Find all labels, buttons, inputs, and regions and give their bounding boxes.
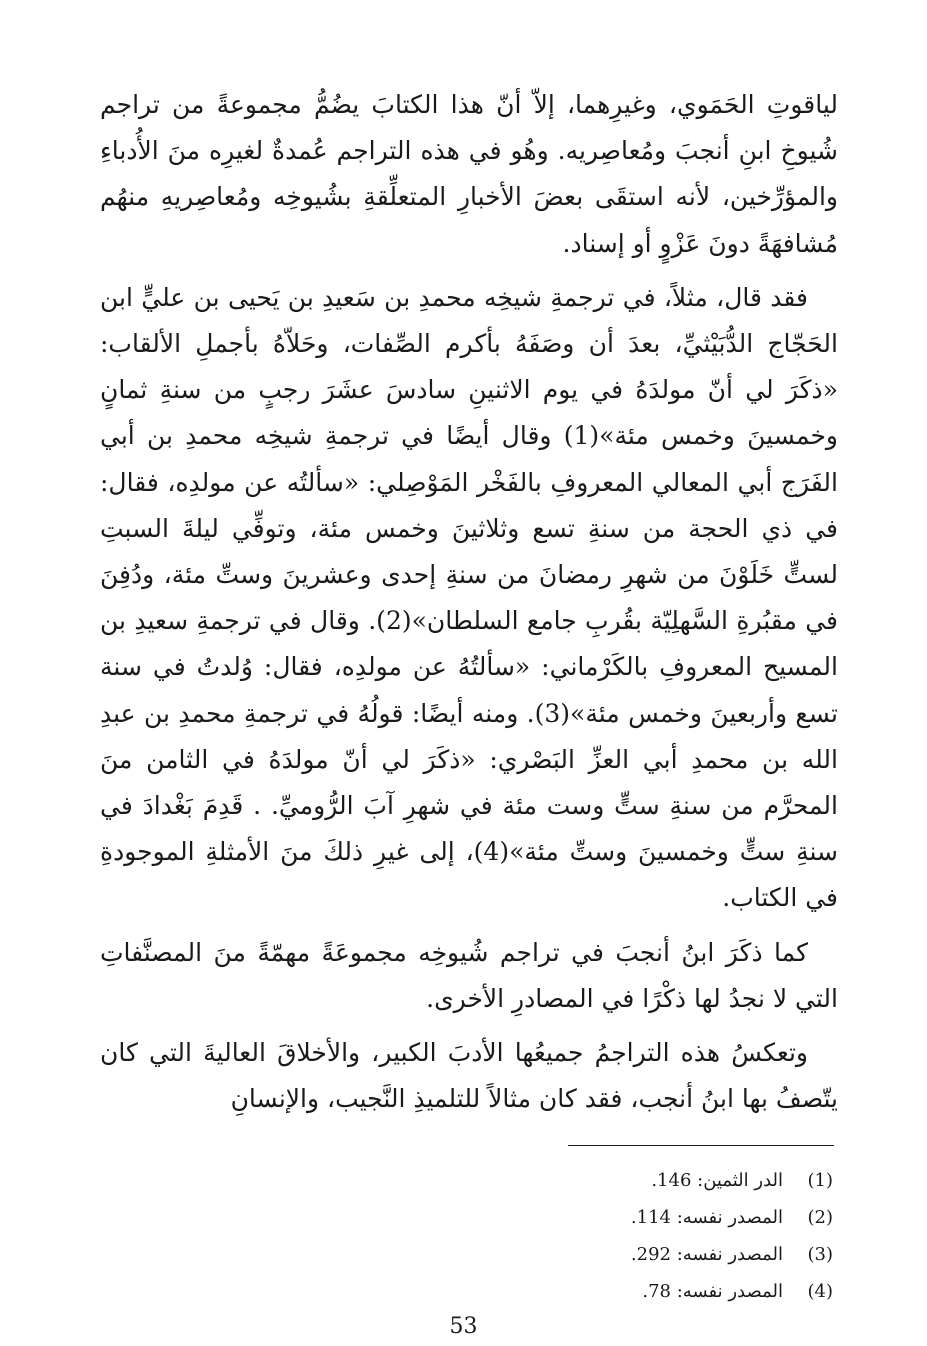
- footnote-separator: [568, 1145, 834, 1146]
- footnote-number: (1): [807, 1170, 833, 1191]
- footnote-text: الدر الثمين: 146.: [651, 1170, 783, 1191]
- footnote-text: المصدر نفسه: 114.: [630, 1207, 783, 1228]
- footnotes: [413, 1162, 833, 1310]
- footnote-1: [413, 1162, 833, 1199]
- footnote-3: [413, 1236, 833, 1273]
- footnote-text: المصدر نفسه: 78.: [642, 1281, 783, 1302]
- footnote-number: (3): [807, 1244, 833, 1265]
- footnote-4: [413, 1273, 833, 1310]
- main-text: [100, 82, 838, 1130]
- paragraph-2: فقد قال، مثلاً، في ترجمةِ شيخِه محمدِ بن سَعيدِ بن يَحيى بن عليٍّ ابن الحَجّاج الدُّبَيْثيِّ، بعدَ أن وصَفَهُ بأكرم الصِّفات، وحَلاّهُ بأجملِ الألقاب: «ذكَرَ لي أنّ مولدَهُ في يوم الاثنينِ سادسَ عشَرَ رجبٍ من سنةِ ثمانٍ وخمسينَ وخمس مئة»(1) وقال أيضًا في ترجمةِ شيخِه محمدِ بن أبي الفَرَج أبي المعالي المعروفِ بالفَخْر المَوْصِلي: «سألتُه عن مولدِه، فقال: في ذي الحجة من سنةِ تسع وثلاثينَ وخمس مئة، وتوفِّي ليلةَ السبتِ لستٍّ خَلَوْنَ من شهرِ رمضانَ من سنةِ إحدى وعشرينَ وستِّ مئة، ودُفِنَ في مقبُرةِ السَّهلِيّة بقُربِ جامع السلطان»(2). وقال في ترجمةِ سعيدِ بن المسيح المعروفِ بالكَرْماني: «سألتُهُ عن مولدِه، فقال: وُلدتُ في سنة تسع وأربعينَ وخمس مئة»(3). ومنه أيضًا: قولُهُ في ترجمةِ محمدِ بن عبدِ الله بن محمدِ أبي العزِّ البَصْري: «ذكَرَ لي أنّ مولدَهُ في الثامن منَ المحرَّم من سنةِ ستٍّ وست مئة في شهرِ آبَ الرُّوميِّ. . قَدِمَ بَغْدادَ في سنةِ ستٍّ وخمسينَ وستِّ مئة»(4)، إلى غيرِ ذلكَ منَ الأمثلةِ الموجودةِ في الكتاب.: [100, 282, 838, 913]
- footnote-text: المصدر نفسه: 292.: [630, 1244, 783, 1265]
- footnote-number: (4): [807, 1281, 833, 1302]
- paragraph-1: لياقوتِ الحَمَوي، وغيرِهما، إلاّ أنّ هذا الكتابَ يضُمُّ مجموعةً من تراجم شُيوخِ ابنِ أنجبَ ومُعاصِريه. وهُو في هذه التراجم عُمدةٌ لغيرِه منَ الأُدباءِ والمؤرِّخين، لأنه استقَى بعضَ الأخبارِ المتعلِّقةِ بشُيوخِه ومُعاصِريهِ منهُم مُشافهَةً دونَ عَزْوٍ أو إسناد.: [100, 90, 838, 258]
- footnote-2: [413, 1199, 833, 1236]
- paragraph-4: وتعكسُ هذه التراجمُ جميعُها الأدبَ الكبير، والأخلاقَ العاليةَ التي كان يتّصفُ بها ابنُ أنجب، فقد كان مثالاً للتلميذِ النَّجيب، والإنسانِ: [100, 1038, 838, 1114]
- page-number: 53: [449, 1314, 478, 1339]
- paragraph-3: كما ذكَرَ ابنُ أنجبَ في تراجم شُيوخِه مجموعَةً مهمّةً منَ المصنَّفاتِ التي لا نجدُ لها ذكْرًا في المصادرِ الأخرى.: [100, 937, 838, 1013]
- footnote-number: (2): [807, 1207, 833, 1228]
